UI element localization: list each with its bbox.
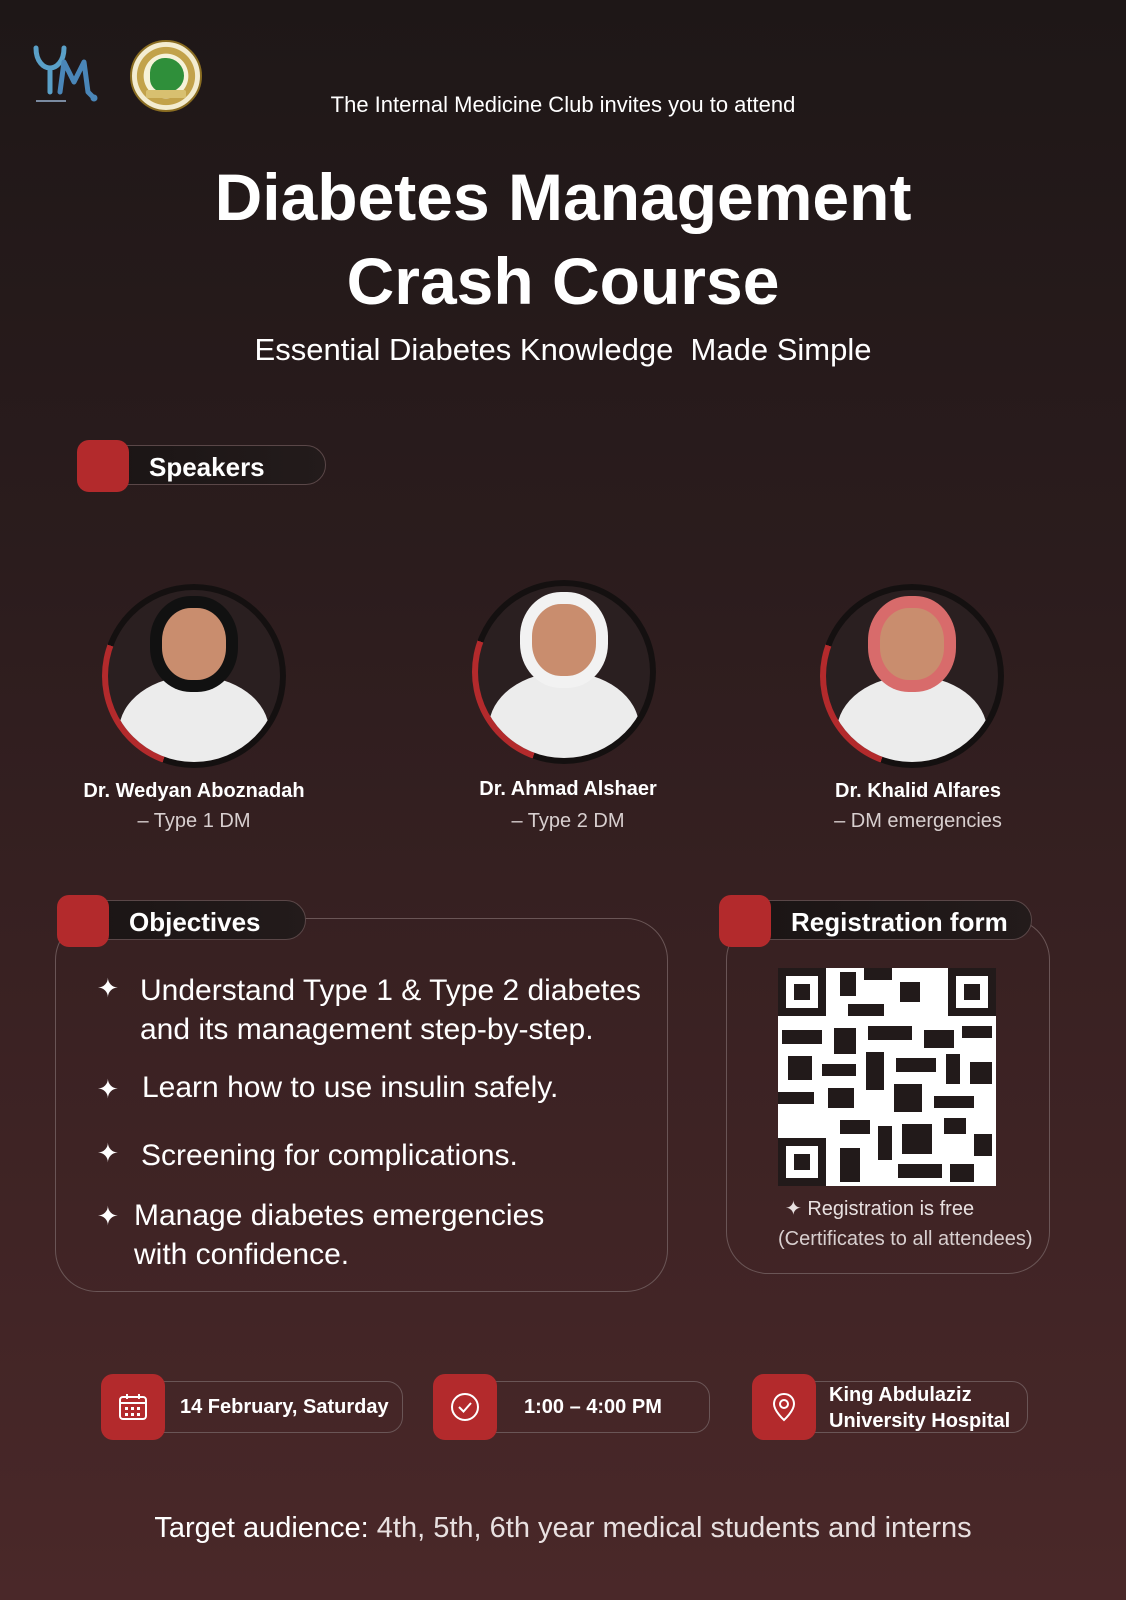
subtitle: Essential Diabetes Knowledge Made Simple [254, 332, 872, 367]
speaker-topic-3: – DM emergencies [834, 810, 1002, 832]
objective-item-4: Manage diabetes emergencies with confidence. [134, 1199, 545, 1271]
invite-text: The Internal Medicine Club invites you to attend [330, 92, 796, 117]
sparkle-icon: ✦ [97, 1138, 119, 1168]
objective-item-2: Learn how to use insulin safely. [142, 1071, 559, 1104]
event-time: 1:00 – 4:00 PM [524, 1396, 662, 1418]
heading-square-icon [57, 895, 109, 947]
heading-square-icon [719, 895, 771, 947]
registration-free-note: ✦ Registration is free [785, 1198, 975, 1220]
speaker-name-2: Dr. Ahmad Alshaer [479, 778, 657, 800]
objective-item-1: Understand Type 1 & Type 2 diabetes and its management step-by-step. [140, 974, 641, 1046]
event-date: 14 February, Saturday [180, 1396, 389, 1418]
target-audience-label: Target audience: [154, 1512, 369, 1544]
speaker-topic-1: – Type 1 DM [137, 810, 251, 832]
registration-heading-label: Registration form [791, 907, 1008, 937]
speakers-heading-label: Speakers [149, 452, 265, 482]
title-line-2: Crash Course [346, 244, 780, 318]
objectives-heading-label: Objectives [129, 907, 261, 937]
page-title [0, 155, 1126, 323]
registration-heading [722, 900, 1032, 940]
date-pill [101, 1381, 403, 1433]
calendar-icon [101, 1374, 165, 1440]
speaker-photo-1 [102, 584, 286, 768]
speakers-heading [80, 445, 326, 485]
location-pin-icon [752, 1374, 816, 1440]
time-pill [433, 1381, 710, 1433]
event-location: King Abdulaziz University Hospital [829, 1384, 1011, 1432]
target-audience-text: 4th, 5th, 6th year medical students and interns [368, 1512, 972, 1544]
registration-qr-code[interactable] [778, 968, 996, 1186]
speaker-topic-2: – Type 2 DM [511, 810, 625, 832]
objective-item-3: Screening for complications. [141, 1139, 518, 1172]
title-line-1: Diabetes Management [214, 160, 912, 234]
location-pill [752, 1381, 1028, 1433]
objectives-heading [60, 900, 306, 940]
target-audience [0, 1512, 1126, 1545]
sparkle-icon: ✦ [785, 1198, 808, 1220]
sparkle-icon: ✦ [97, 1074, 119, 1104]
sparkle-icon: ✦ [97, 973, 119, 1003]
sparkle-icon: ✦ [97, 1201, 119, 1231]
speaker-name-1: Dr. Wedyan Aboznadah [83, 780, 305, 802]
speaker-photo-3 [820, 584, 1004, 768]
clock-check-icon [433, 1374, 497, 1440]
speaker-photo-2 [472, 580, 656, 764]
certificates-note: (Certificates to all attendees) [778, 1228, 1033, 1250]
heading-square-icon [77, 440, 129, 492]
speaker-name-3: Dr. Khalid Alfares [835, 780, 1001, 802]
